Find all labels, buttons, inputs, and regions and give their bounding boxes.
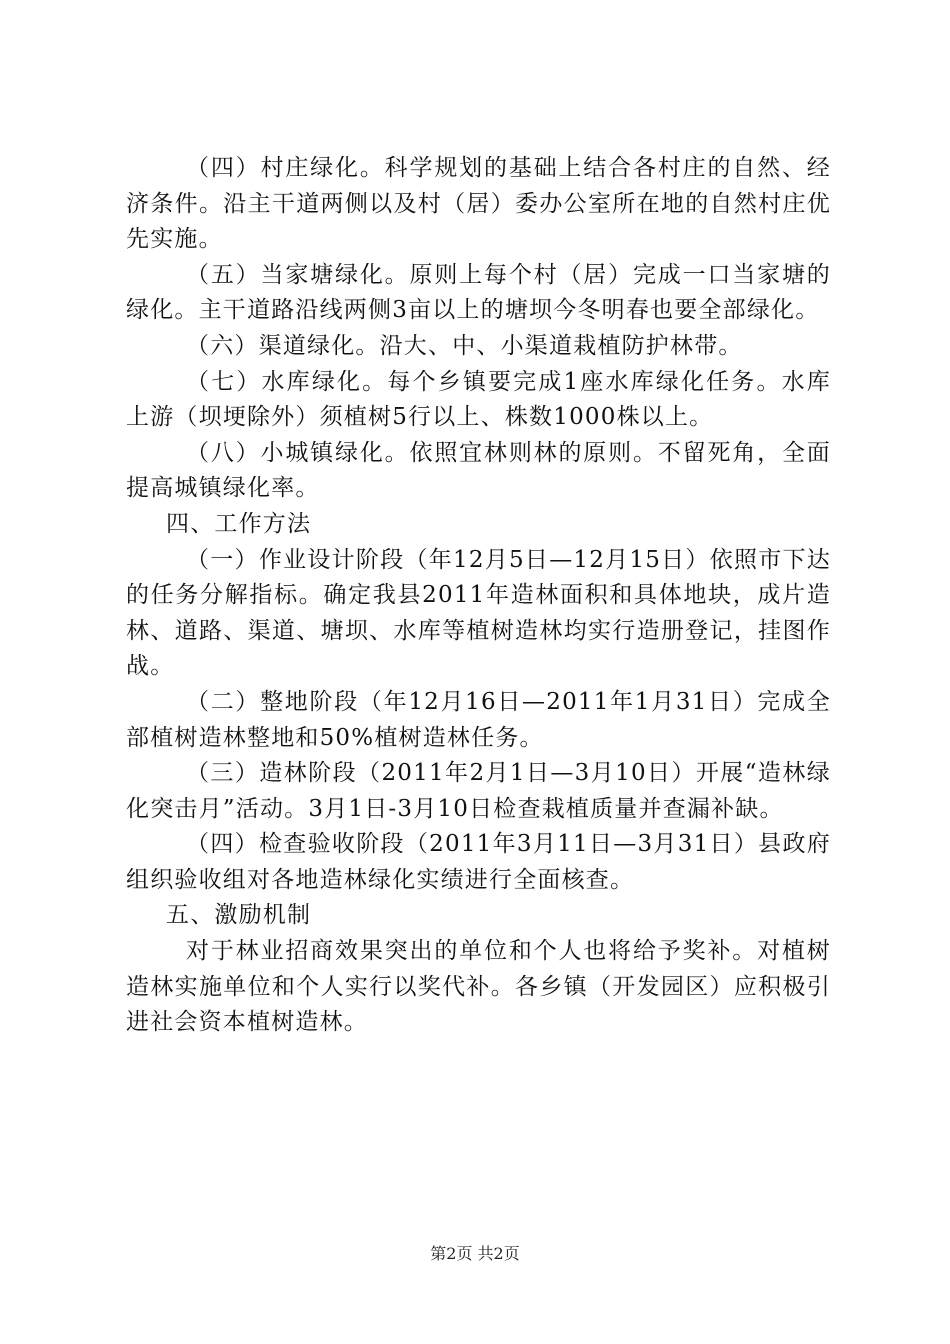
section-heading-work-methods: 四、工作方法 xyxy=(166,510,312,537)
paragraph-design-stage: （一）作业设计阶段（年12月5日—12月15日）依照市下达的任务分解指标。确定我县2011年造林面积和具体地块，成片造林、道路、渠道、塘坝、水库等植树造林均实行造册登记，挂图作战。 xyxy=(126,546,831,680)
paragraph-canal-greening: （六）渠道绿化。沿大、中、小渠道栽植防护林带。 xyxy=(186,332,743,359)
paragraph-planting-stage: （三）造林阶段（2011年2月1日—3月10日）开展“造林绿化突击月”活动。3月1日-3月10日检查栽植质量并查漏补缺。 xyxy=(126,760,831,822)
paragraph-inspection-stage: （四）检查验收阶段（2011年3月11日—3月31日）县政府组织验收组对各地造林绿化实绩进行全面核查。 xyxy=(126,831,831,893)
document-body xyxy=(126,151,831,1041)
paragraph-pond-greening: （五）当家塘绿化。原则上每个村（居）完成一口当家塘的绿化。主干道路沿线两侧3亩以上的塘坝今冬明春也要全部绿化。 xyxy=(126,261,831,324)
paragraph-incentives: 对于林业招商效果突出的单位和个人也将给予奖补。对植树造林实施单位和个人实行以奖代补。各乡镇（开发园区）应积极引进社会资本植树造林。 xyxy=(126,938,831,1036)
section-heading-incentives: 五、激励机制 xyxy=(166,902,312,929)
paragraph-reservoir-greening: （七）水库绿化。每个乡镇要完成1座水库绿化任务。水库上游（坝埂除外）须植树5行以上、株数1000株以上。 xyxy=(126,368,831,431)
paragraph-site-prep-stage: （二）整地阶段（年12月16日—2011年1月31日）完成全部植树造林整地和50%植树造林任务。 xyxy=(126,688,831,751)
paragraph-town-greening: （八）小城镇绿化。依照宜林则林的原则。不留死角，全面提高城镇绿化率。 xyxy=(126,439,831,502)
paragraph-village-greening: （四）村庄绿化。科学规划的基础上结合各村庄的自然、经济条件。沿主干道两侧以及村（居）委办公室所在地的自然村庄优先实施。 xyxy=(126,155,831,253)
page-footer: 第2页 共2页 xyxy=(430,1244,520,1263)
